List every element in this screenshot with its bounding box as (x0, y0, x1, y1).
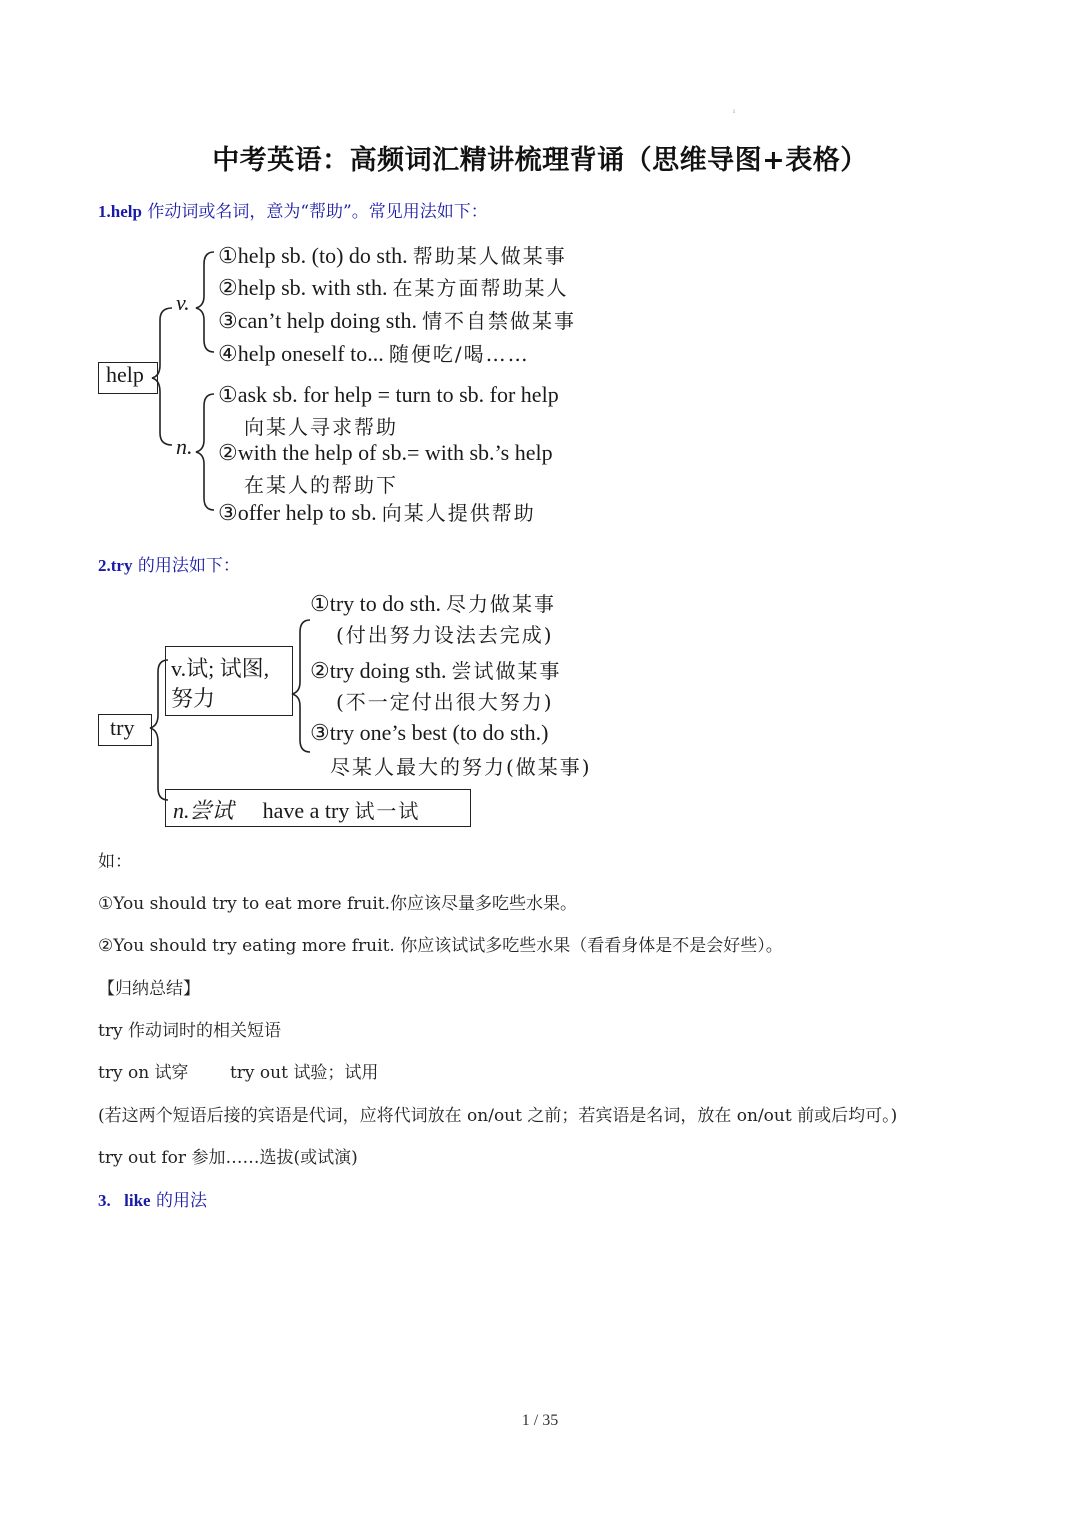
try-verb-item-cn: 尽力做某事 (446, 592, 557, 616)
try-verb-item-en: ③try one’s best (to do sth.) (310, 720, 549, 745)
help-noun-item-en: ①ask sb. for help = turn to sb. for help (218, 382, 559, 407)
example-2: ②You should try eating more fruit. 你应该试试多吃些水果（看看身体是不是会好些）。 (98, 936, 783, 956)
help-noun-item-cn: 在某人的帮助下 (244, 473, 398, 497)
help-verb-brace (196, 252, 214, 352)
help-noun-item-cn: 向某人提供帮助 (381, 501, 536, 525)
section1-number-word: 1.help (98, 202, 142, 221)
try-verb-brace (292, 620, 310, 752)
help-root: help (106, 362, 144, 387)
page-number: 1 / 35 (521, 1412, 559, 1429)
try-noun-label: n.尝试 (173, 798, 234, 823)
try-verb-item-note: (不一定付出很大努力) (336, 690, 554, 714)
help-verb-item (218, 240, 567, 269)
try-verb-item-note: 尽某人最大的努力(做某事) (330, 755, 592, 779)
summary-heading: 【归纳总结】 (98, 979, 200, 999)
summary-line-4: try out for 参加……选拔(或试演) (98, 1148, 358, 1168)
section1-heading-text: 作动词或名词，意为“帮助”。常见用法如下： (141, 202, 488, 222)
try-noun-row (173, 794, 420, 825)
section3-number-word: 3. (98, 1191, 111, 1210)
help-verb-item-cn: 在某方面帮助某人 (392, 276, 569, 300)
help-verb-item-en: ①help sb. (to) do sth. (218, 243, 408, 268)
help-verb-item-en: ②help sb. with sth. (218, 275, 388, 300)
section3-heading-text: 的用法 (150, 1191, 208, 1211)
try-verb-box-line1: v.试; 试图, (171, 656, 270, 681)
help-noun-item-en: ②with the help of sb.= with sb.’s help (218, 440, 553, 465)
section3-heading (98, 1186, 207, 1211)
help-verb-item-cn: 帮助某人做某事 (412, 244, 567, 268)
summary-line-1: try 作动词时的相关短语 (98, 1021, 281, 1041)
examples-intro: 如： (98, 852, 132, 872)
try-verb-item-en: ②try doing sth. (310, 658, 447, 683)
page-title: 中考英语：高频词汇精讲梳理背诵（思维导图+表格） (212, 145, 868, 176)
help-verb-item-en: ③can’t help doing sth. (218, 308, 417, 333)
section2-number-word: 2.try (98, 556, 133, 575)
summary-line-2 (98, 1058, 378, 1083)
section2-heading-text: 的用法如下： (132, 556, 240, 576)
help-verb-item-en: ④help oneself to... (218, 341, 384, 366)
help-noun-brace (196, 394, 214, 510)
help-verb-item (218, 338, 530, 367)
help-noun-item (218, 497, 536, 526)
try-noun-cn: 试一试 (354, 799, 421, 823)
help-verb-item (218, 272, 569, 301)
help-verb-item-cn: 情不自禁做某事 (422, 309, 577, 333)
header-mark: ı (733, 108, 735, 115)
try-verb-item-en: ①try to do sth. (310, 591, 441, 616)
example-1: ①You should try to eat more fruit.你应该尽量多吃些水果。 (98, 894, 578, 914)
help-noun-item-cn: 向某人寻求帮助 (244, 415, 398, 439)
help-verb-item (218, 305, 576, 334)
summary-line-3: (若这两个短语后接的宾语是代词，应将代词放在 on/out 之前；若宾语是名词，放在 on/out 前或后均可。) (98, 1106, 898, 1126)
try-noun-phrase: have a try (262, 798, 350, 823)
help-noun-item-en: ③offer help to sb. (218, 500, 377, 525)
section2-heading (98, 551, 240, 576)
section3-word: like (124, 1191, 151, 1210)
try-verb-item-cn: 尝试做某事 (451, 659, 562, 683)
try-verb-box-line2: 努力 (171, 686, 216, 711)
try-root: try (110, 715, 135, 740)
phrase-try-on: try on 试穿 (98, 1063, 189, 1083)
try-verb-item (310, 655, 562, 684)
try-verb-item (310, 588, 556, 617)
try-verb-item-note: (付出努力设法去完成) (336, 623, 554, 647)
help-noun-label: n. (176, 434, 193, 459)
help-verb-label: v. (176, 290, 190, 315)
try-verb-item (310, 720, 548, 746)
help-verb-item-cn: 随便吃/喝…… (388, 342, 530, 366)
phrase-try-out: try out 试验；试用 (229, 1063, 379, 1083)
